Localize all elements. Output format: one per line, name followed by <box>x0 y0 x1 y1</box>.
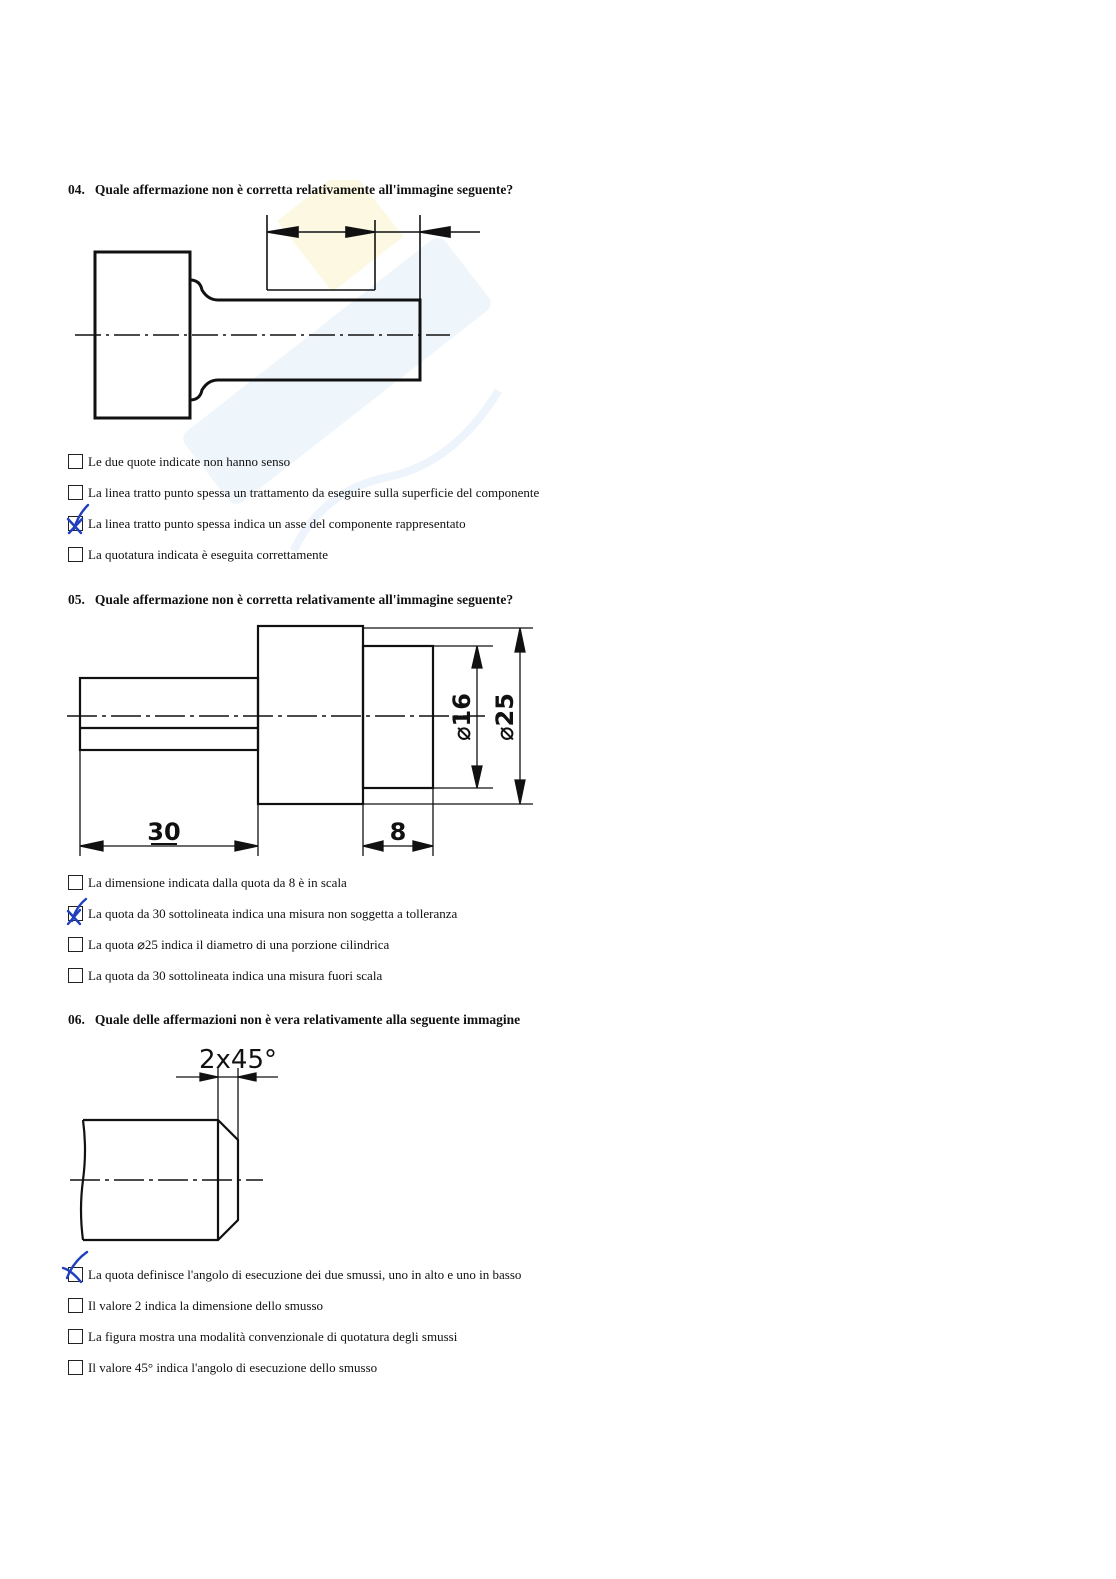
checkbox-checked[interactable] <box>68 906 83 921</box>
option-label: La linea tratto punto spessa indica un asse del componente rappresentato <box>88 515 466 531</box>
question-04-options <box>68 446 539 570</box>
figure-05-stepped-shaft-drawing <box>65 618 540 863</box>
checkbox[interactable] <box>68 1329 83 1344</box>
question-06-options <box>68 1259 521 1383</box>
option-04-b[interactable] <box>68 477 539 508</box>
option-label: La quotatura indicata è eseguita correttamente <box>88 546 329 562</box>
question-06-title <box>68 1012 520 1028</box>
checkbox[interactable] <box>68 968 83 983</box>
dimension-label-d16: ⌀16 <box>448 693 476 741</box>
question-05-title <box>68 592 513 608</box>
option-label: La quota ⌀25 indica il diametro di una porzione cilindrica <box>88 936 390 952</box>
question-04-title <box>68 182 513 198</box>
figure-06-chamfer-drawing <box>68 1038 288 1248</box>
question-text: Quale delle affermazioni non è vera relativamente alla seguente immagine <box>94 1012 521 1027</box>
option-05-c[interactable] <box>68 929 457 960</box>
dimension-label-d25: ⌀25 <box>491 693 519 741</box>
option-04-d[interactable] <box>68 539 539 570</box>
question-05-options <box>68 867 457 991</box>
chamfer-label: 2x45° <box>198 1045 278 1075</box>
option-06-a[interactable] <box>68 1259 521 1290</box>
option-label: Le due quote indicate non hanno senso <box>88 453 291 469</box>
question-text: Quale affermazione non è corretta relativamente all'immagine seguente? <box>94 592 514 607</box>
checkbox[interactable] <box>68 1360 83 1375</box>
option-label: Il valore 45° indica l'angolo di esecuzione dello smusso <box>88 1359 378 1375</box>
checkbox[interactable] <box>68 547 83 562</box>
dimension-label-8: 8 <box>389 818 407 846</box>
option-06-c[interactable] <box>68 1321 521 1352</box>
option-04-c[interactable] <box>68 508 539 539</box>
checkbox-checked[interactable] <box>68 1267 83 1282</box>
question-number: 06. <box>68 1012 85 1027</box>
option-label: La quota definisce l'angolo di esecuzione dei due smussi, uno in alto e uno in basso <box>88 1266 522 1282</box>
checkbox[interactable] <box>68 875 83 890</box>
option-label: La quota da 30 sottolineata indica una misura fuori scala <box>88 967 383 983</box>
checkbox-checked[interactable] <box>68 516 83 531</box>
option-05-b[interactable] <box>68 898 457 929</box>
question-number: 05. <box>68 592 85 607</box>
option-05-d[interactable] <box>68 960 457 991</box>
option-06-d[interactable] <box>68 1352 521 1383</box>
checkbox[interactable] <box>68 937 83 952</box>
checkbox[interactable] <box>68 454 83 469</box>
option-label: La figura mostra una modalità convenzionale di quotatura degli smussi <box>88 1328 458 1344</box>
option-label: La dimensione indicata dalla quota da 8 è in scala <box>88 874 347 890</box>
option-label: Il valore 2 indica la dimensione dello smusso <box>88 1297 324 1313</box>
option-04-a[interactable] <box>68 446 539 477</box>
question-number: 04. <box>68 182 85 197</box>
checkbox[interactable] <box>68 485 83 500</box>
figure-04-shaft-drawing <box>70 210 490 425</box>
option-06-b[interactable] <box>68 1290 521 1321</box>
option-label: La quota da 30 sottolineata indica una misura non soggetta a tolleranza <box>88 905 458 921</box>
dimension-label-30: 30 <box>147 818 181 846</box>
option-05-a[interactable] <box>68 867 457 898</box>
question-text: Quale affermazione non è corretta relativamente all'immagine seguente? <box>94 182 514 197</box>
checkbox[interactable] <box>68 1298 83 1313</box>
option-label: La linea tratto punto spessa un trattamento da eseguire sulla superficie del componente <box>88 484 540 500</box>
